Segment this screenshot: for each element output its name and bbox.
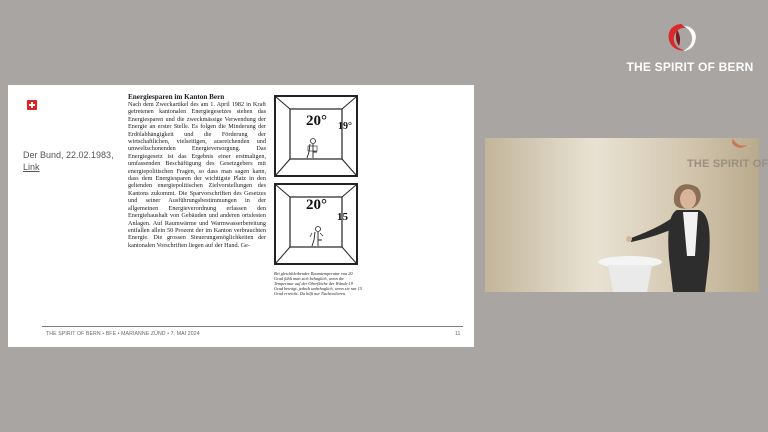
article-headline: Energiesparen im Kanton Bern bbox=[128, 93, 225, 101]
speaker-scene bbox=[485, 138, 759, 292]
source-link[interactable]: Link bbox=[23, 162, 40, 172]
speaker-hand bbox=[626, 236, 632, 242]
room-diagram-2 bbox=[274, 183, 358, 265]
source-reference bbox=[23, 149, 114, 173]
room-illustration bbox=[274, 95, 360, 296]
article-body: Nach dem Zweckartikel des am 1. April 1982 in Kraft getretenen kantonalen Energiegesetzes stehen das Energiesparen und die zweckmässige Verwendung der Energie an erster Stelle. Es folgen die Minderung der Erdölabhängigkeit und die Förderung der wirtschaftlichen, vielseitigen, ausreichenden und umweltschonenden Energieversorgung. Das Energiegesetz ist das Ergebnis einer erstmaligen, umfassenden Beschäftigung des Gesetzgebers mit energiepolitischen Fragen, so dass man sagen kann, dass dem Energiesparen der wichtigste Platz in den geltenden energiepolitischen Zielvorstellungen des Kantons zukommt. Die Sparvorschriften des Gesetzes und seiner Ausführungsbestimmungen in der allgemeinen Energieverordnung erfassen den Energiehaushalt von Gebäuden und anderen ortsfesten Anlagen. Auf Raumwärme und Warmwasserbereitung entfallen allein 50 Prozent der im Kanton verbrauchten Energie. Die grossen Steuerungsmöglichkeiten der kantonalen Vorschriften liegen auf der Hand. Ge- bbox=[128, 101, 266, 249]
room1-wall-temperature: 19° bbox=[338, 121, 352, 132]
speaker-face bbox=[680, 189, 696, 209]
spirit-of-bern-logo-icon bbox=[662, 20, 702, 56]
slide-page-number: 11 bbox=[455, 331, 461, 337]
speaker-video-feed bbox=[485, 138, 768, 292]
brand-header bbox=[614, 20, 764, 80]
footer-divider bbox=[42, 326, 463, 327]
presentation-slide bbox=[8, 85, 474, 347]
room2-temperature: 20° bbox=[306, 197, 327, 213]
room-perspective-icon bbox=[276, 97, 356, 175]
room-diagram-1 bbox=[274, 95, 358, 177]
swiss-flag-icon bbox=[27, 100, 37, 110]
room2-wall-temperature: 15 bbox=[337, 211, 348, 223]
brand-name: THE SPIRIT OF BERN bbox=[626, 60, 754, 74]
source-label: Der Bund, 22.02.1983, bbox=[23, 150, 114, 160]
wall-brand-text: THE SPIRIT OF bbox=[687, 158, 768, 170]
room1-temperature: 20° bbox=[306, 113, 327, 129]
slide-footer: THE SPIRIT OF BERN • BFE • MARIANNE ZÜND • 7. MAI 2024 bbox=[46, 331, 200, 337]
podium-table-base bbox=[608, 265, 652, 292]
newspaper-clipping bbox=[128, 93, 266, 249]
illustration-caption: Bei gleichbleibender Raumtemperatur von 20 Grad fühlt man sich behaglich, wenn die Temperatur auf der Oberfläche der Wände 19 Grad beträgt, jedoch unbehaglich, wenn sie nur 15 Grad erreicht. Da hilft nur Nachisolieren. bbox=[274, 271, 362, 296]
